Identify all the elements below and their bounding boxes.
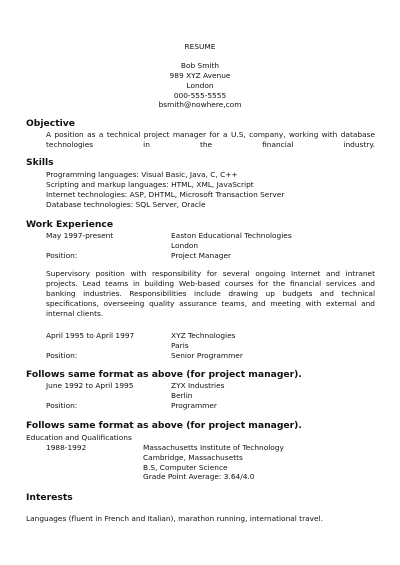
skill-line: Programming languages: Visual Basic, Java, C, C++ bbox=[46, 170, 238, 179]
interests-heading: Interests bbox=[26, 492, 73, 503]
job-position: Senior Programmer bbox=[171, 351, 243, 360]
candidate-name: Bob Smith bbox=[180, 61, 220, 70]
skill-line: Database technologies: SQL Server, Oracle bbox=[46, 200, 206, 209]
interests-text: Languages (fluent in French and Italian), marathon running, international travel. bbox=[26, 514, 323, 523]
skill-line: Internet technologies: ASP, DHTML, Microsoft Transaction Server bbox=[46, 190, 285, 199]
same-format-note: Follows same format as above (for project manager). bbox=[26, 420, 302, 431]
job-location: Berlin bbox=[171, 391, 193, 400]
position-label: Position: bbox=[46, 351, 78, 360]
job-location: Paris bbox=[171, 341, 189, 350]
position-label: Position: bbox=[46, 251, 78, 260]
phone-line: 000-555-5555 bbox=[173, 91, 227, 100]
education-dates: 1988-1992 bbox=[46, 443, 87, 452]
job-location: London bbox=[171, 241, 199, 250]
skills-heading: Skills bbox=[26, 157, 54, 168]
resume-title: RESUME bbox=[184, 42, 216, 51]
skill-line: Scripting and markup languages: HTML, XML, JavaScript bbox=[46, 180, 254, 189]
address-line: 989 XYZ Avenue bbox=[169, 71, 231, 80]
education-line: Massachusetts Institute of Technology bbox=[143, 443, 284, 452]
city-line: London bbox=[186, 81, 214, 90]
job-description: Supervisory position with responsibility for several ongoing Internet and intranet projects. Lead teams in building Web-based courses for the financial services and banking industries. Responsibilities include drawing up budgets and technical specifications, overseeing quality assurance teams, and meeting with external and internal clients. bbox=[46, 269, 375, 318]
objective-text: A position as a technical project manager for a U.S, company, working with database technologies in the financial industry. bbox=[46, 130, 375, 149]
position-label: Position: bbox=[46, 401, 78, 410]
work-experience-heading: Work Experience bbox=[26, 219, 114, 230]
job-employer: Easton Educational Technologies bbox=[171, 231, 292, 240]
education-line: Grade Point Average: 3.64/4.0 bbox=[143, 472, 255, 481]
job-employer: XYZ Technologies bbox=[171, 331, 236, 340]
education-line: B.S, Computer Science bbox=[143, 463, 228, 472]
job-employer: ZYX Industries bbox=[171, 381, 225, 390]
job-dates: May 1997-present bbox=[46, 231, 114, 240]
education-heading: Education and Qualifications bbox=[26, 433, 132, 442]
education-line: Cambridge, Massachusetts bbox=[143, 453, 243, 462]
job-position: Project Manager bbox=[171, 251, 232, 260]
job-position: Programmer bbox=[171, 401, 217, 410]
objective-heading: Objective bbox=[26, 118, 75, 129]
job-dates: April 1995 to April 1997 bbox=[46, 331, 135, 340]
job-dates: June 1992 to April 1995 bbox=[46, 381, 134, 390]
same-format-note: Follows same format as above (for project manager). bbox=[26, 369, 302, 380]
email-line: bsmith@nowhere,com bbox=[158, 100, 242, 109]
